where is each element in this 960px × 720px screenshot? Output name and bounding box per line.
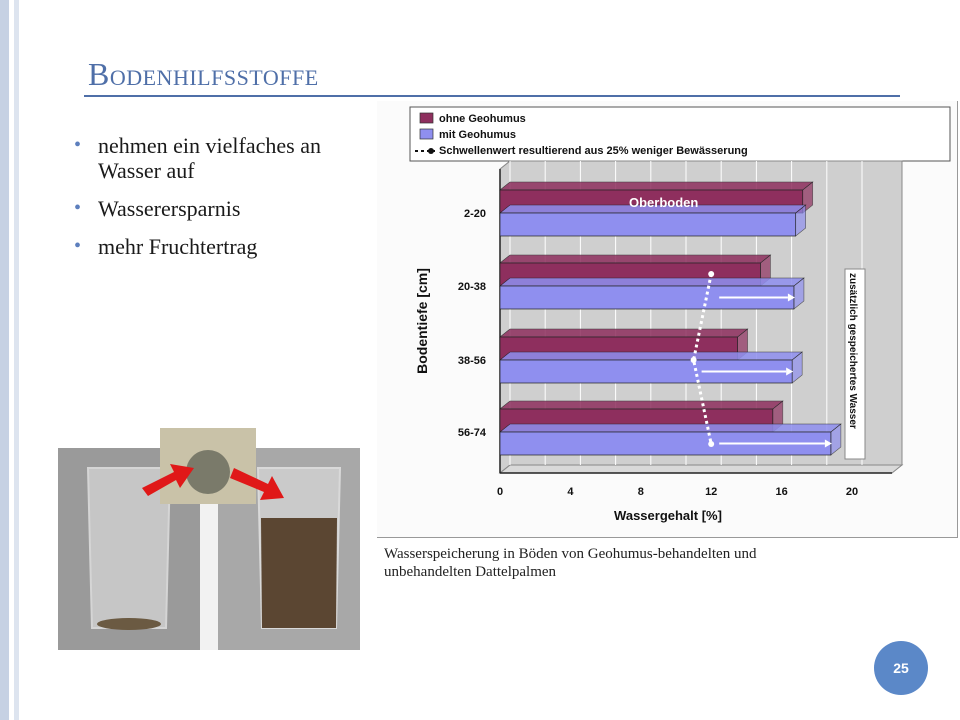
x-tick-label: 20 <box>845 486 859 498</box>
legend-swatch <box>420 129 433 139</box>
legend-label: Schwellenwert resultierend aus 25% weniger Bewässerung <box>439 145 748 157</box>
legend-swatch <box>420 113 433 123</box>
x-tick-label: 0 <box>496 486 504 498</box>
bullet-item <box>70 234 380 259</box>
y-tick-label: 56-74 <box>457 427 486 439</box>
legend-threshold-marker <box>428 148 434 154</box>
bullet-icon: • <box>74 235 82 257</box>
bar-top <box>500 329 748 337</box>
y-tick-label: 20-38 <box>457 281 486 293</box>
bar-top <box>500 255 770 263</box>
y-tick-label: 2-20 <box>463 208 486 220</box>
x-axis-label: Wassergehalt [%] <box>614 508 722 523</box>
x-tick-label: 12 <box>705 486 718 498</box>
bar-chart <box>377 101 957 537</box>
threshold-marker <box>708 271 714 277</box>
plot-floor <box>500 465 902 473</box>
bar-annotation: Oberboden <box>629 195 699 210</box>
x-tick-label: 4 <box>567 486 574 498</box>
bullet-item <box>70 133 380 183</box>
x-tick-label: 16 <box>775 486 788 498</box>
bullet-item <box>70 196 380 221</box>
bar-top <box>500 352 802 360</box>
bullet-list <box>70 133 380 272</box>
y-tick-label: 38-56 <box>457 355 486 367</box>
threshold-marker <box>708 441 714 447</box>
title-divider <box>84 95 900 97</box>
legend-label: ohne Geohumus <box>439 113 526 125</box>
bullet-text: nehmen ein vielfaches an Wasser auf <box>98 133 321 183</box>
bullet-text: Wasserersparnis <box>98 196 241 221</box>
bar-top <box>500 278 804 286</box>
bullet-icon: • <box>74 134 82 156</box>
beaker-photo <box>58 428 360 650</box>
page-number-badge: 25 <box>874 641 928 695</box>
chart-caption: Wasserspeicherung in Böden von Geohumus-behandelten und unbehandelten Dattelpalmen <box>384 546 757 580</box>
left-decor-bar <box>0 0 9 720</box>
left-decor-bar-thin <box>14 0 19 720</box>
x-tick-label: 8 <box>637 486 644 498</box>
side-annotation: zusätzlich gespeichertes Wasser <box>847 273 858 429</box>
bullet-text: mehr Fruchtertrag <box>98 234 258 259</box>
slide-title: Bodenhilfsstoffe <box>88 56 319 92</box>
bar-top <box>500 424 841 432</box>
bar-top <box>500 182 813 190</box>
bullet-icon: • <box>74 197 82 219</box>
bar <box>500 213 796 236</box>
chart-frame <box>377 101 958 538</box>
legend-label: mit Geohumus <box>439 129 517 141</box>
bar-top <box>500 401 783 409</box>
threshold-marker <box>691 357 697 363</box>
y-axis-label: Bodentiefe [cm] <box>414 268 430 374</box>
